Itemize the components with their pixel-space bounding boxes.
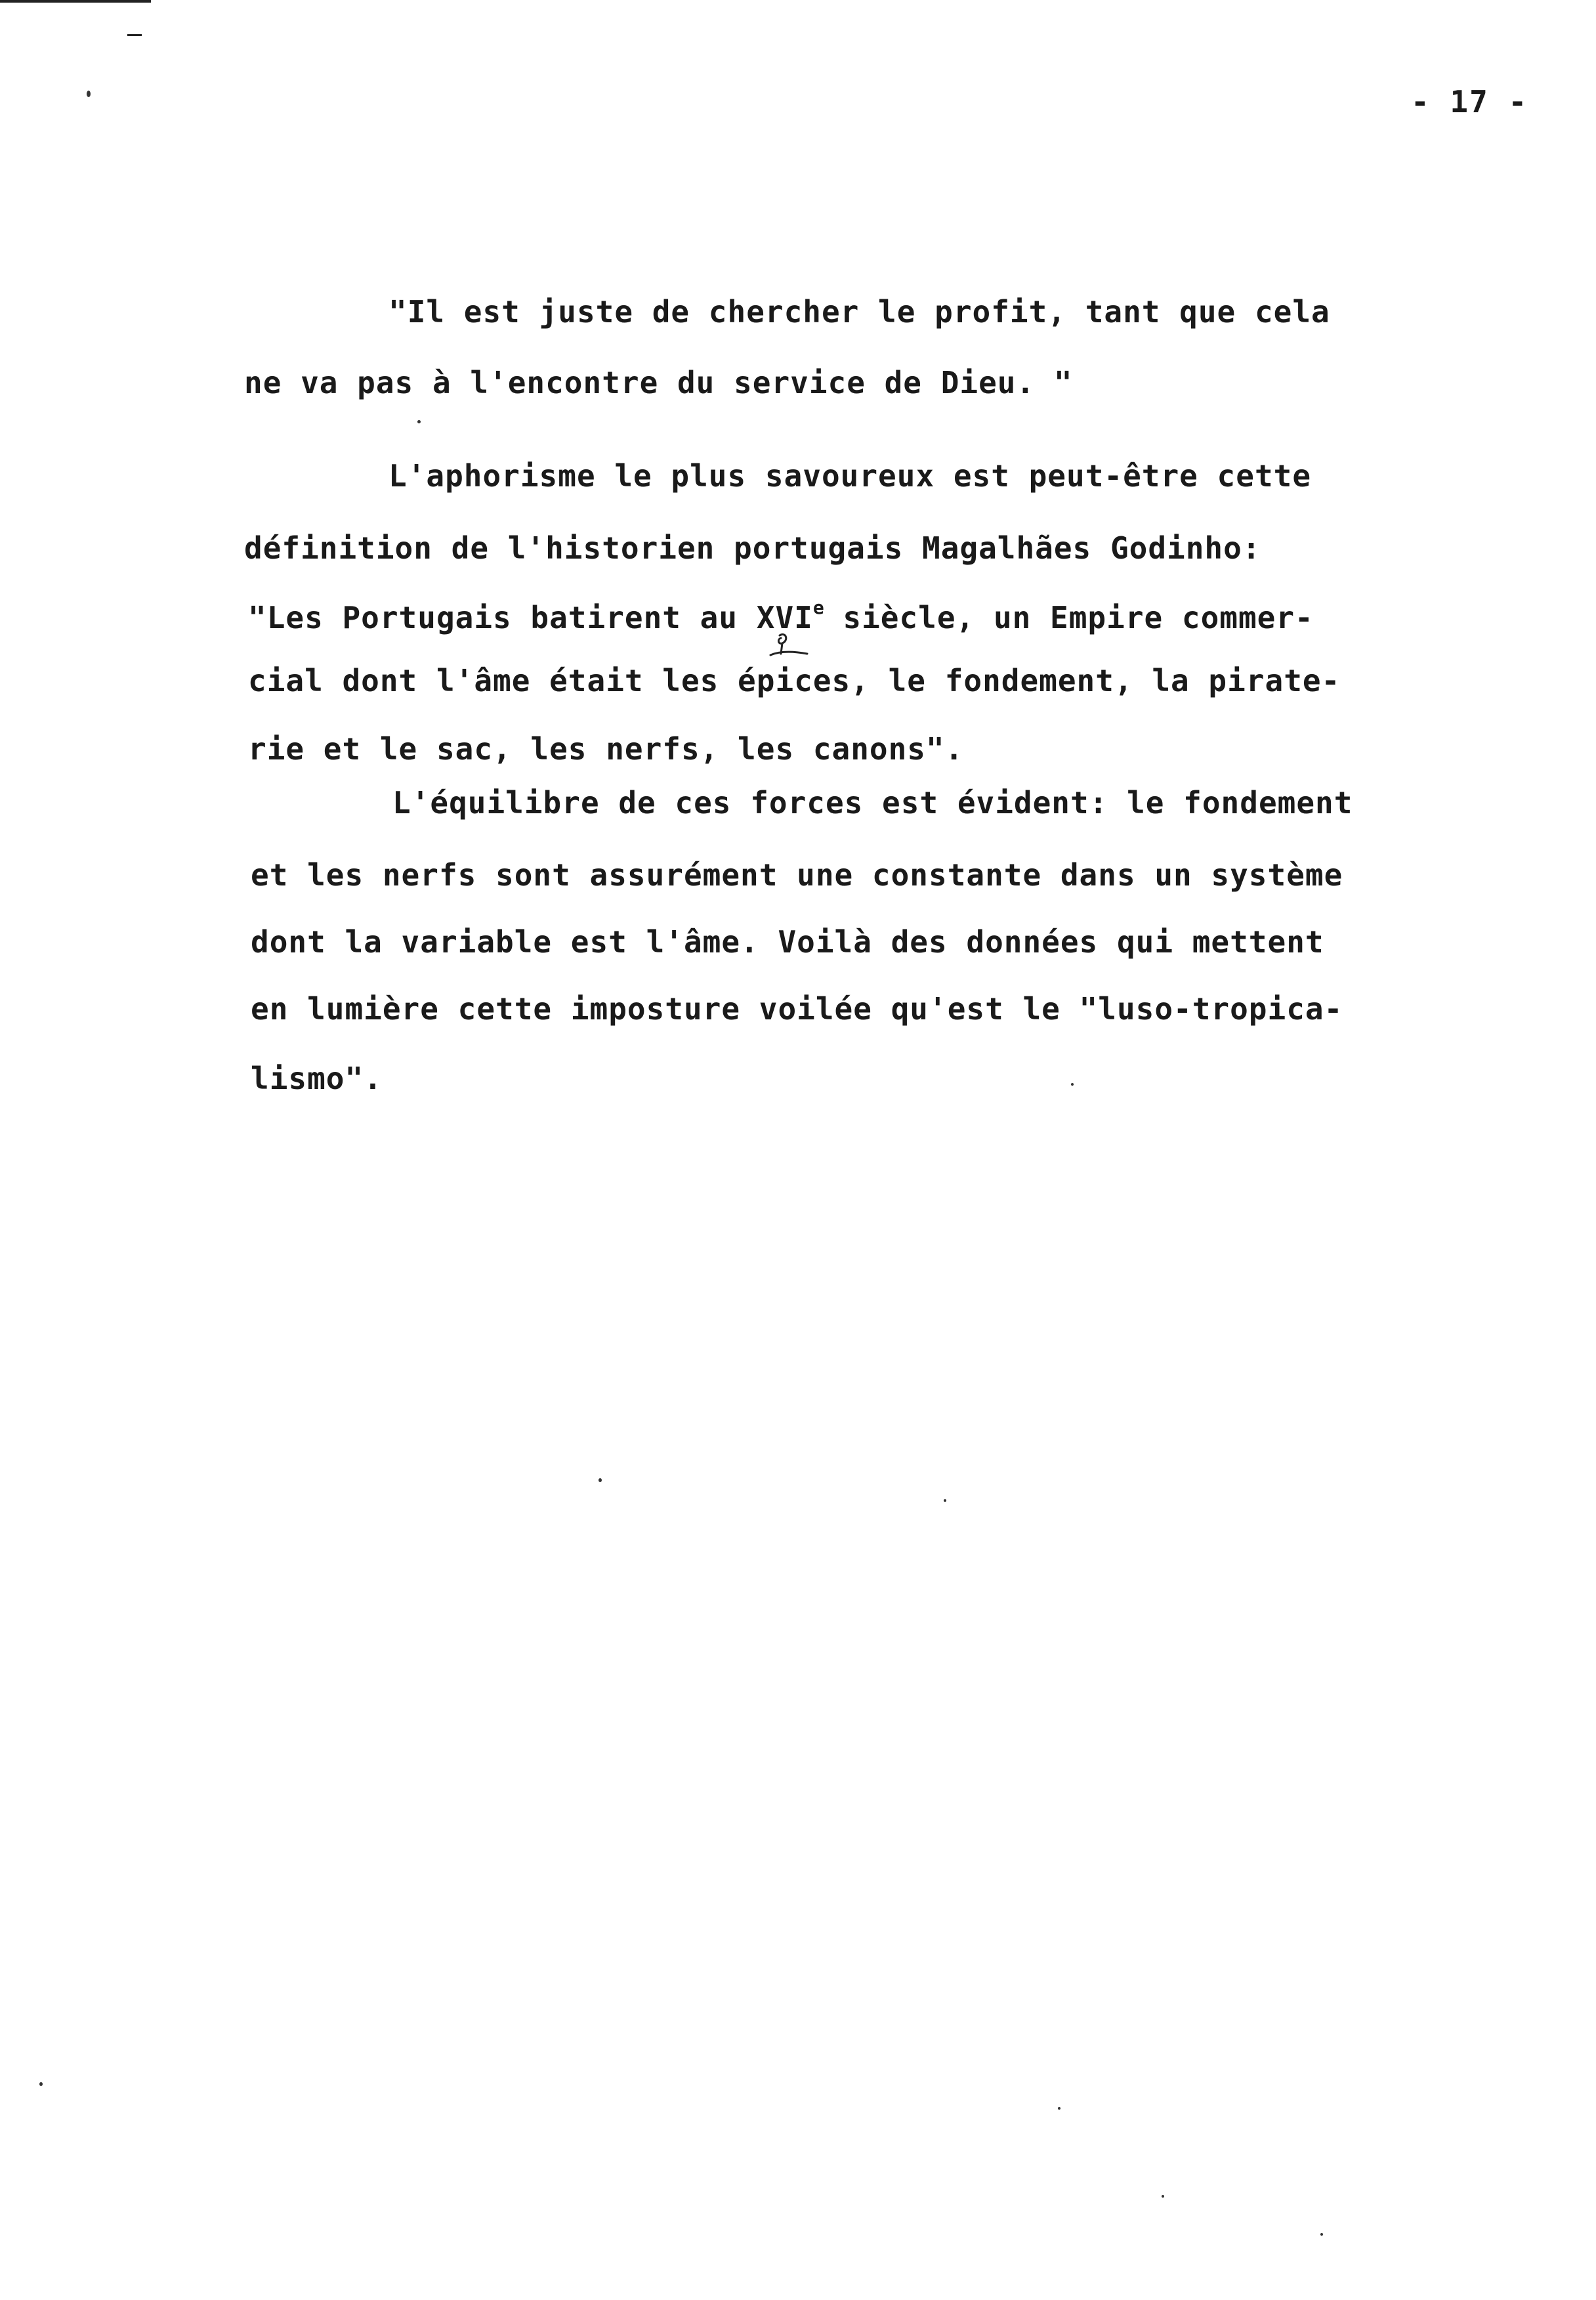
scan-speck	[1320, 2233, 1323, 2236]
scan-speck	[39, 2082, 43, 2086]
text-span: siècle, un Empire commer-	[824, 600, 1314, 635]
superscript: e	[812, 597, 824, 618]
scan-mark	[127, 34, 142, 36]
text-line: en lumière cette imposture voilée qu'est le "luso-tropica-	[251, 991, 1343, 1027]
text-line: L'équilibre de ces forces est évident: le fondement	[392, 785, 1353, 820]
text-line: cial dont l'âme était les épices, le fondement, la pirate-	[248, 663, 1341, 698]
scan-mark	[0, 0, 151, 3]
text-line: "Il est juste de chercher le profit, tant que cela	[388, 294, 1330, 330]
text-line: rie et le sac, les nerfs, les canons".	[248, 731, 964, 767]
text-line: dont la variable est l'âme. Voilà des données qui mettent	[251, 924, 1324, 960]
scan-speck	[598, 1478, 602, 1482]
text-span: "Les Portugais batirent au XVI	[248, 600, 813, 635]
scan-speck	[417, 420, 421, 423]
text-line: lismo".	[251, 1061, 383, 1096]
scan-speck	[1162, 2195, 1164, 2198]
scan-speck	[87, 91, 91, 97]
text-line	[248, 599, 1314, 633]
page-number: - 17 -	[1411, 84, 1528, 119]
text-line: définition de l'historien portugais Magalhães Godinho:	[244, 530, 1261, 566]
scan-speck	[1071, 1083, 1074, 1086]
scan-speck	[1058, 2107, 1060, 2110]
scan-speck	[944, 1499, 946, 1502]
text-line: ne va pas à l'encontre du service de Dieu. "	[244, 365, 1073, 400]
text-line: L'aphorisme le plus savoureux est peut-être cette	[388, 458, 1312, 494]
text-line: et les nerfs sont assurément une constante dans un système	[251, 857, 1343, 893]
